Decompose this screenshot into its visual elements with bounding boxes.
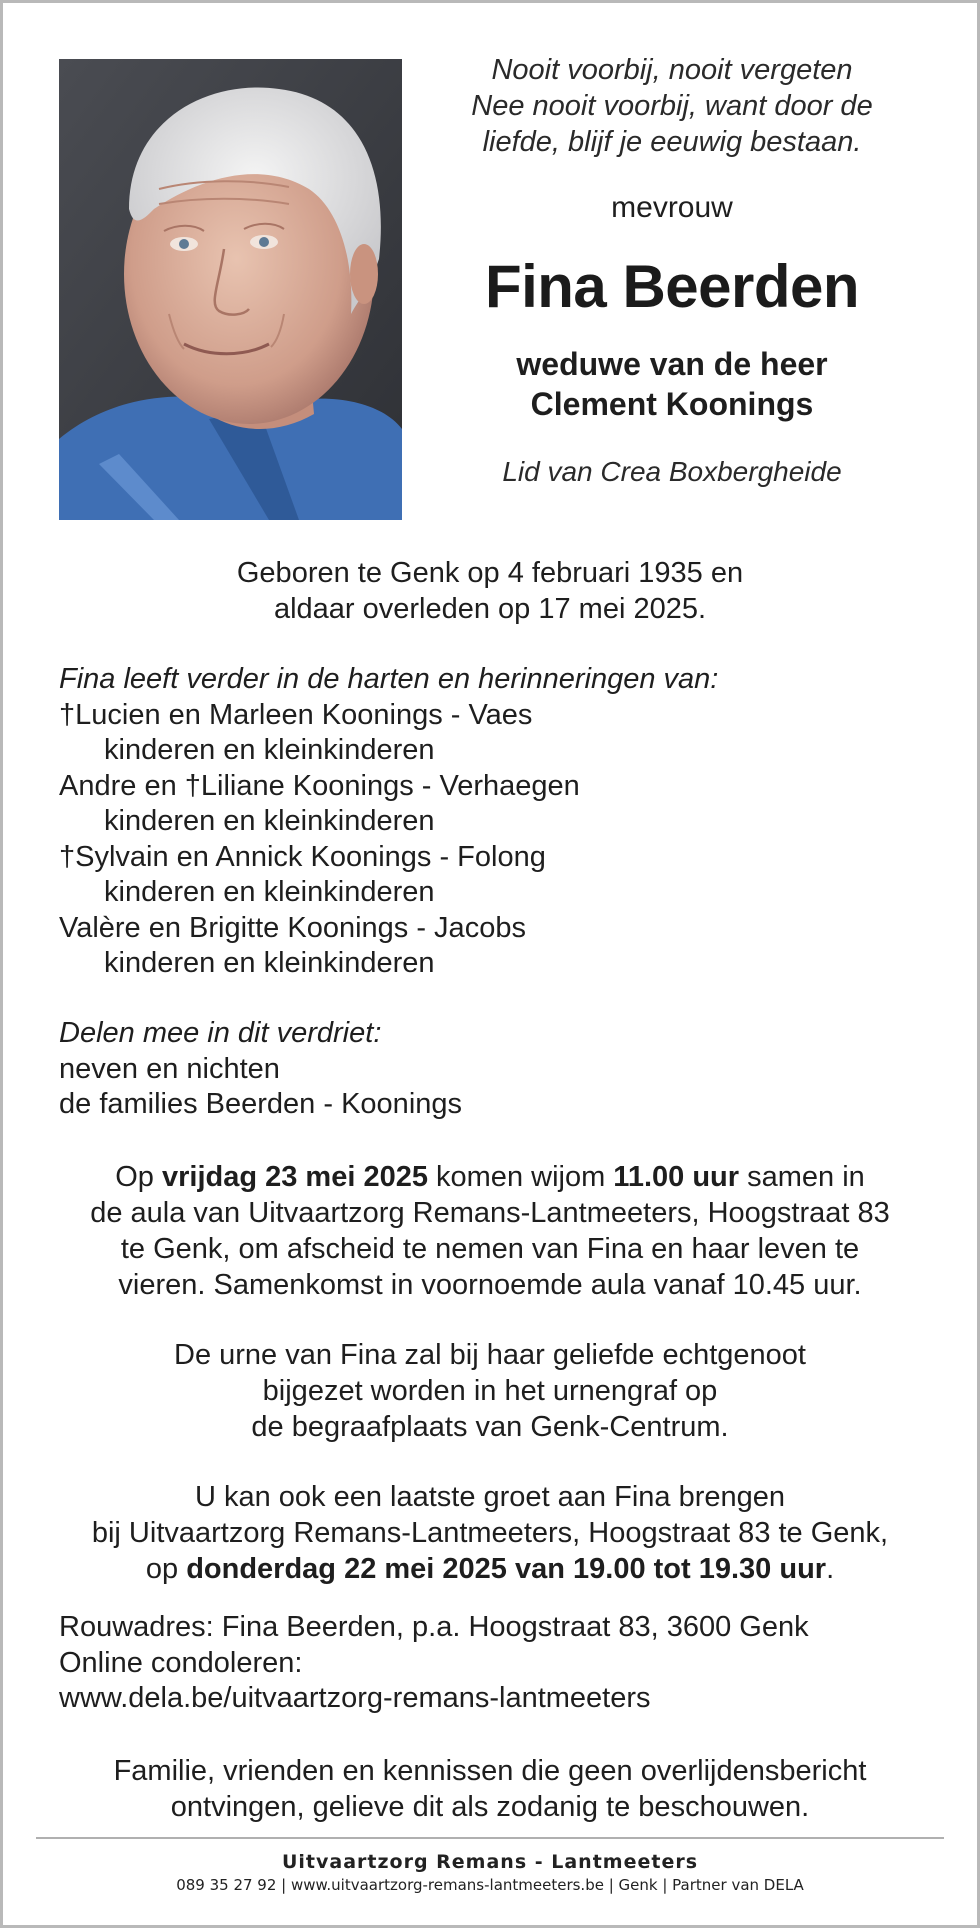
survivor-name: Valère en Brigitte Koonings - Jacobs — [59, 911, 526, 944]
urn-line: De urne van Fina zal bij haar geliefde echtgenoot — [174, 1339, 806, 1371]
urn-line: de begraafplaats van Genk-Centrum. — [251, 1411, 729, 1443]
survivors-intro: Fina leeft verder in de harten en herinneringen van: — [59, 663, 719, 695]
visit-line: bij Uitvaartzorg Remans-Lantmeeters, Hoogstraat 83 te Genk, — [91, 1517, 889, 1549]
survivor-sub: kinderen en kleinkinderen — [104, 805, 435, 837]
urn-line: bijgezet worden in het urnengraf op — [262, 1375, 718, 1407]
ceremony-info — [40, 1159, 940, 1303]
visit-line: U kan ook een laatste groet aan Fina brengen — [194, 1481, 786, 1513]
survivor-name: †Sylvain en Annick Koonings - Folong — [59, 840, 546, 873]
salutation: mevrouw — [611, 191, 733, 224]
sharing-intro: Delen mee in dit verdriet: — [59, 1017, 382, 1049]
survivor-sub: kinderen en kleinkinderen — [104, 876, 435, 908]
birth-death-info — [40, 555, 940, 627]
visit-when: donderdag 22 mei 2025 van 19.00 tot 19.30 uur — [186, 1553, 827, 1585]
condolence-link[interactable]: www.dela.be/uitvaartzorg-remans-lantmeeters — [59, 1682, 651, 1714]
closing-line: ontvingen, gelieve dit als zodanig te beschouwen. — [170, 1791, 810, 1823]
spouse-line: weduwe van de heer — [516, 346, 828, 382]
survivor-sub: kinderen en kleinkinderen — [104, 947, 435, 979]
quote-line: Nooit voorbij, nooit vergeten — [491, 54, 853, 86]
visit-text: . — [826, 1553, 835, 1585]
survivor-sub: kinderen en kleinkinderen — [104, 734, 435, 766]
visit-line — [40, 1551, 940, 1587]
ceremony-text: komen wijom — [427, 1161, 614, 1193]
ceremony-text: samen in — [739, 1161, 865, 1193]
visit-text: op — [145, 1553, 187, 1585]
condolence-label: Online condoleren: — [59, 1646, 303, 1679]
funeral-home-contact: 089 35 27 92 | www.uitvaartzorg-remans-lantmeeters.be | Genk | Partner van DELA — [176, 1876, 804, 1894]
sharing-line: neven en nichten — [59, 1052, 280, 1085]
mourning-address: Rouwadres: Fina Beerden, p.a. Hoogstraat 83, 3600 Genk — [59, 1611, 809, 1643]
survivors-list — [59, 662, 939, 982]
closing-line: Familie, vrienden en kennissen die geen overlijdensbericht — [113, 1755, 867, 1787]
ceremony-date: vrijdag 23 mei 2025 — [161, 1161, 428, 1193]
birth-line: aldaar overleden op 17 mei 2025. — [273, 593, 707, 625]
sharing-grief — [59, 1016, 939, 1123]
sharing-line: de families Beerden - Koonings — [59, 1088, 463, 1120]
survivor-name: Andre en †Liliane Koonings - Verhaegen — [59, 769, 580, 802]
urn-info — [40, 1337, 940, 1445]
quote-line: Nee nooit voorbij, want door de — [471, 90, 873, 122]
spouse-line: Clement Koonings — [530, 386, 814, 422]
membership: Lid van Crea Boxbergheide — [502, 456, 842, 487]
birth-line: Geboren te Genk op 4 februari 1935 en — [236, 557, 744, 589]
memorial-quote — [402, 52, 942, 160]
portrait-photo — [59, 59, 402, 520]
ceremony-line — [40, 1159, 940, 1195]
contact-info — [59, 1610, 939, 1717]
footer-divider — [36, 1837, 944, 1839]
closing-note — [40, 1753, 940, 1825]
funeral-home-name: Uitvaartzorg Remans - Lantmeeters — [281, 1851, 699, 1873]
survivor-name: †Lucien en Marleen Koonings - Vaes — [59, 698, 533, 731]
ceremony-line: te Genk, om afscheid te nemen van Fina en haar leven te — [120, 1233, 860, 1265]
ceremony-time: 11.00 uur — [613, 1161, 740, 1193]
spouse-info — [402, 344, 942, 424]
ceremony-text: Op — [115, 1161, 162, 1193]
header-text — [402, 52, 942, 490]
visit-info — [40, 1479, 940, 1587]
ceremony-line: de aula van Uitvaartzorg Remans-Lantmeeters, Hoogstraat 83 — [90, 1197, 890, 1229]
ceremony-line: vieren. Samenkomst in voornoemde aula vanaf 10.45 uur. — [118, 1269, 862, 1301]
quote-line: liefde, blijf je eeuwig bestaan. — [482, 126, 862, 158]
deceased-name: Fina Beerden — [484, 253, 860, 320]
